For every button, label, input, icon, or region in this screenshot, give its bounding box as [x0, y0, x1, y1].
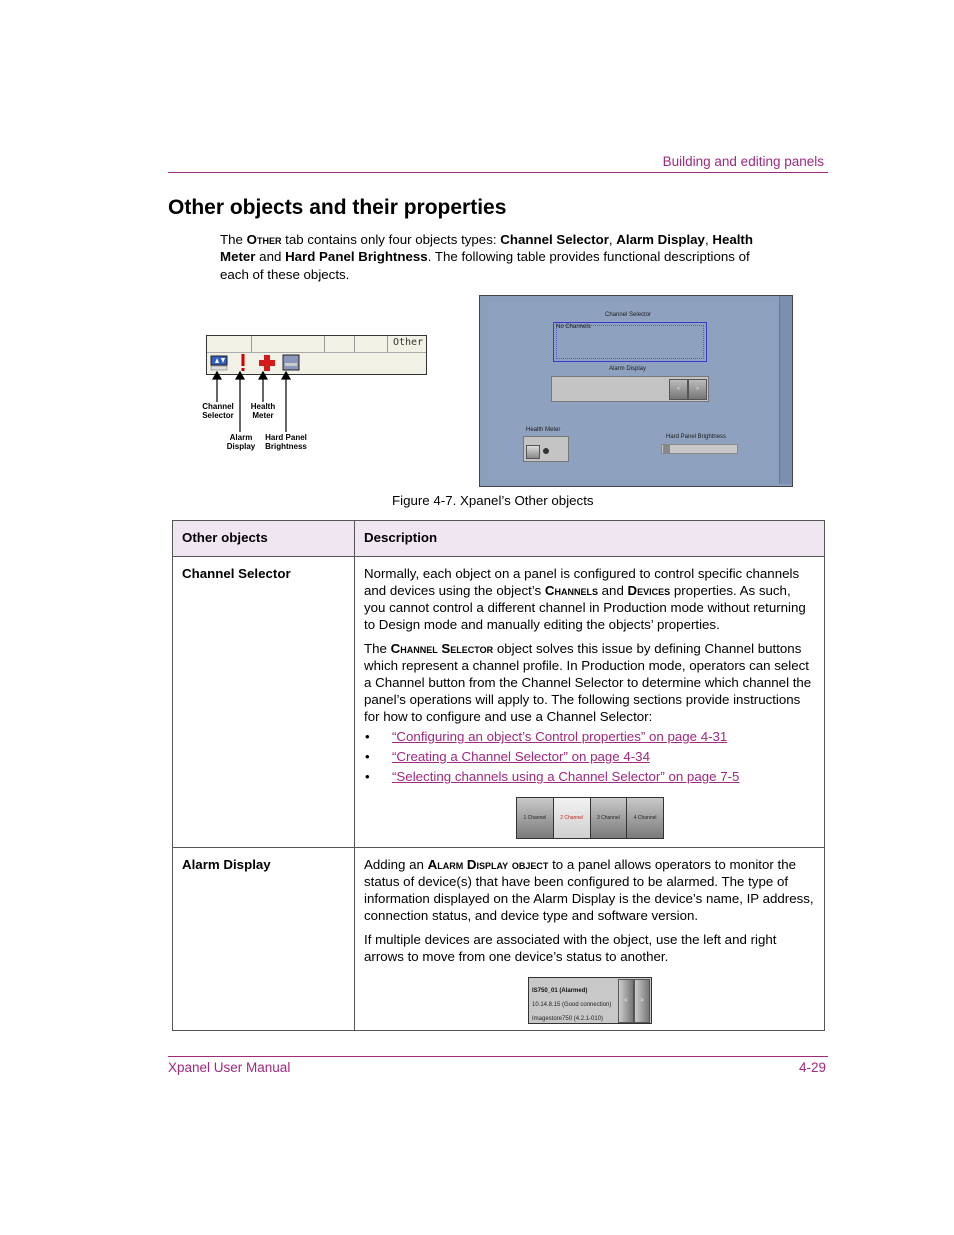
table-header-row: [173, 521, 825, 557]
health-meter-label: Health Meter: [526, 427, 561, 433]
text: properties. As such, you cannot control a different channel in Production mode without returning to Design mode and manually editing the objects’ properties.: [364, 583, 806, 632]
channel-buttons-image: [516, 797, 664, 839]
alarm-display-image: [528, 977, 652, 1024]
text: to a panel allows operators to monitor the status of device(s) that have been configured to be alarmed. The type of information displayed on the Alarm Display is the device’s name, IP address, connection status, and device type and software version.: [364, 857, 814, 923]
label-alarm-display: Alarm Display: [226, 433, 256, 451]
footer-manual-title: Xpanel User Manual: [168, 1060, 291, 1075]
object-description: [355, 557, 825, 848]
column-header: Other objects: [173, 521, 355, 557]
description-paragraph: [364, 640, 815, 725]
alarm-device-ip: 10.14.8.15 (Good connection): [532, 1002, 612, 1008]
channel-button[interactable]: 4 Channel: [627, 798, 663, 838]
tab-other[interactable]: Other: [393, 337, 424, 348]
cross-reference-link[interactable]: “Configuring an object’s Control properties” on page 4-31: [392, 729, 728, 744]
toolbar-tab[interactable]: [207, 336, 252, 352]
footer-page-number: 4-29: [798, 1060, 826, 1075]
channel-button[interactable]: 1 Channel: [517, 798, 554, 838]
health-meter-box[interactable]: [523, 436, 569, 462]
intro-text: and: [255, 249, 286, 265]
text: and: [597, 583, 628, 598]
list-item: [364, 768, 815, 785]
label-channel-selector: Channel Selector: [202, 402, 234, 420]
channels-ref: Channels: [544, 583, 598, 598]
description-paragraph: [364, 565, 815, 633]
footer-rule: [168, 1056, 828, 1057]
channel-selector-inner: [556, 325, 704, 359]
alarm-device-type: Imagestore750 (4.2.1-010): [532, 1016, 604, 1022]
object-name: Alarm Display: [173, 848, 355, 1031]
column-header: Description: [355, 521, 825, 557]
cross-reference-link[interactable]: “Creating a Channel Selector” on page 4-34: [392, 749, 650, 764]
channel-selector-ref: Channel Selector: [390, 641, 494, 656]
toolbar-tab[interactable]: [251, 336, 325, 352]
link-list: [364, 728, 815, 785]
panel-screenshot: [479, 295, 793, 487]
channel-selector-box[interactable]: [553, 322, 707, 362]
other-tab-ref: Other: [246, 232, 282, 247]
text: object solves this issue by defining Channel buttons which represent a channel profile. In Production mode, operators can select a Channel button from the Channel Selector to determine which channel the panel’s operations will apply to. The following sections provide instructions for how to configure and use a Channel Selector:: [364, 641, 812, 724]
alarm-next-arrow[interactable]: >: [634, 979, 650, 1023]
intro-bold: Hard Panel Brightness: [285, 249, 428, 265]
devices-ref: Devices: [627, 583, 671, 598]
intro-text: ,: [704, 232, 713, 247]
health-meter-button[interactable]: [526, 445, 540, 459]
table-row: [173, 557, 825, 848]
object-description: [355, 848, 825, 1031]
panel-canvas: [488, 302, 778, 480]
toolbar-tab[interactable]: [354, 336, 388, 352]
list-item: [364, 728, 815, 745]
text: Normally, each object on a panel is configured to control specific channels and devices using the object’s: [364, 566, 800, 598]
intro-bold: Health Meter: [220, 232, 753, 265]
no-channels-text: No Channels: [556, 324, 591, 330]
description-paragraph: [364, 856, 815, 924]
intro-text: . The following table provides functional descriptions of each of these objects.: [220, 249, 750, 282]
health-status-dot-icon: [543, 448, 549, 454]
cross-reference-link[interactable]: “Selecting channels using a Channel Selector” on page 7-5: [392, 769, 740, 784]
label-health-meter: Health Meter: [250, 402, 276, 420]
panel-scrollbar[interactable]: [779, 296, 792, 484]
hard-panel-brightness-label: Hard Panel Brightness: [666, 434, 727, 440]
header-rule: [168, 172, 828, 173]
intro-text: The: [220, 232, 247, 247]
alarm-right-arrow[interactable]: >: [688, 379, 707, 400]
brightness-slider[interactable]: [661, 444, 738, 454]
object-name: Channel Selector: [173, 557, 355, 848]
alarm-display-box[interactable]: [551, 376, 709, 402]
alarm-display-label: Alarm Display: [609, 366, 647, 372]
running-header: Building and editing panels: [662, 154, 824, 169]
table-row: [173, 848, 825, 1031]
intro-bold: Alarm Display: [616, 232, 705, 247]
text: The: [364, 641, 391, 656]
description-paragraph: If multiple devices are associated with the object, use the left and right arrows to move from one device’s status to another.: [364, 932, 777, 964]
channel-selector-label: Channel Selector: [605, 312, 652, 318]
intro-text: ,: [608, 232, 617, 247]
figure-caption: Figure 4-7. Xpanel’s Other objects: [392, 493, 594, 508]
list-item: [364, 748, 815, 765]
toolbar-tabs: [207, 336, 426, 353]
text: Adding an: [364, 857, 428, 872]
intro-text: tab contains only four objects types:: [281, 232, 501, 247]
alarm-left-arrow[interactable]: <: [669, 379, 688, 400]
channel-button[interactable]: 3 Channel: [591, 798, 628, 838]
toolbar-tab[interactable]: [324, 336, 355, 352]
objects-table: [172, 520, 825, 1031]
channel-button[interactable]: 2 Channel: [554, 798, 591, 838]
intro-paragraph: [220, 231, 780, 283]
page-title: Other objects and their properties: [168, 196, 507, 219]
label-hard-panel-brightness: Hard Panel Brightness: [265, 433, 307, 451]
intro-bold: Channel Selector: [500, 232, 609, 247]
alarm-device-name: IS750_01 (Alarmed): [532, 988, 588, 994]
alarm-display-ref: Alarm Display object: [427, 857, 549, 872]
alarm-prev-arrow[interactable]: <: [618, 979, 634, 1023]
brightness-slider-thumb[interactable]: [663, 445, 670, 453]
other-toolbar: [206, 335, 427, 375]
